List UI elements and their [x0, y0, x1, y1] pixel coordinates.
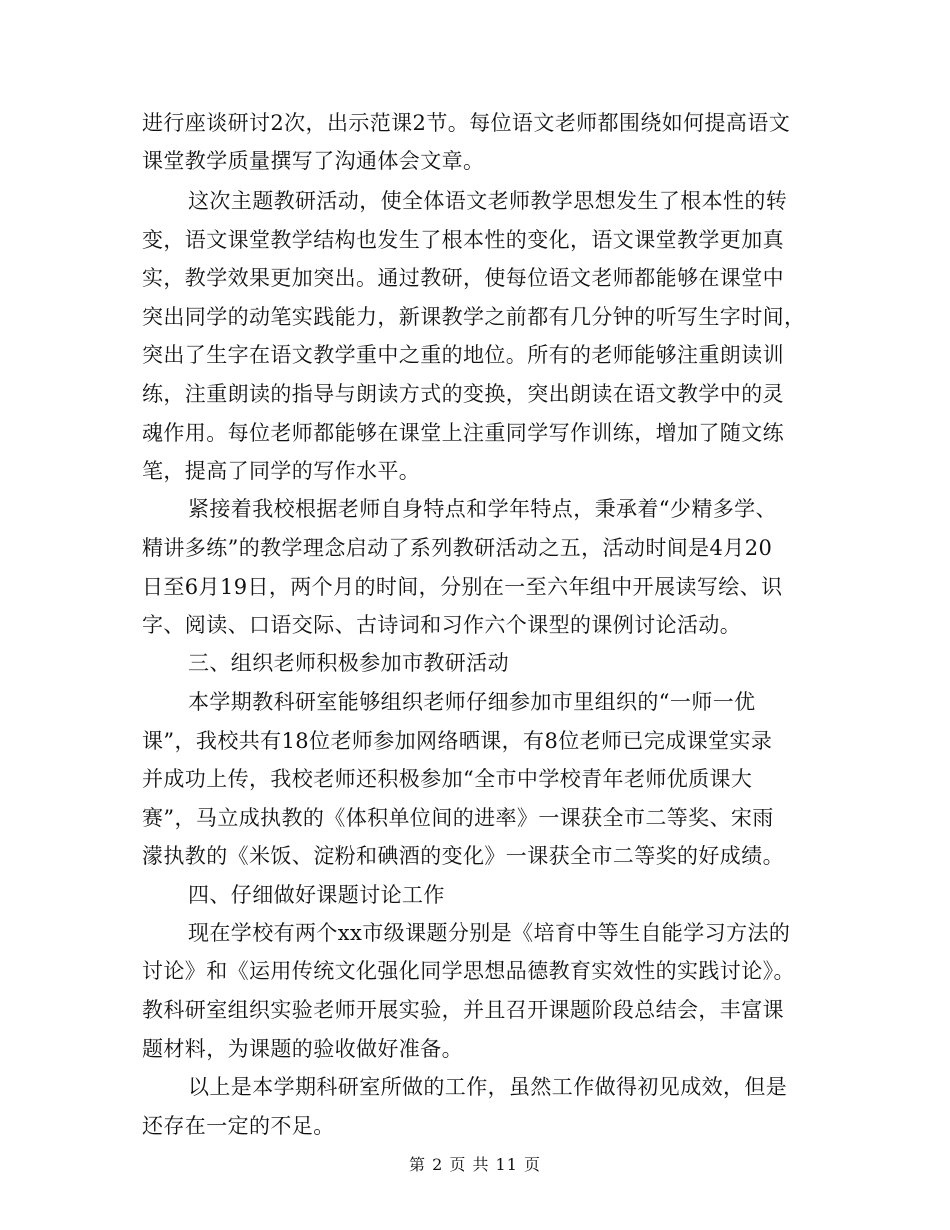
paragraph-start-line: 以上是本学期科研室所做的工作，虽然工作做得初见成效，但是 [188, 1075, 788, 1099]
body-text-line: 练，注重朗读的指导与朗读方式的变换，突出朗读在语文教学中的灵 [142, 382, 784, 406]
body-text-line: 笔，提高了同学的写作水平。 [142, 459, 421, 483]
body-text-line: 题材料，为课题的验收做好准备。 [142, 1037, 463, 1061]
body-text-line: 课”，我校共有18位老师参加网络晒课，有8位老师已完成课堂实录 [142, 729, 773, 753]
body-text-line: 赛”，马立成执教的《体积单位间的进率》一课获全市二等奖、宋雨 [142, 806, 774, 830]
body-text-line: 课堂教学质量撰写了沟通体会文章。 [142, 149, 485, 173]
section-heading: 三、组织老师积极参加市教研活动 [188, 651, 509, 675]
body-text-line: 字、阅读、口语交际、古诗词和习作六个课型的课例讨论活动。 [142, 613, 742, 637]
section-heading: 四、仔细做好课题讨论工作 [188, 883, 445, 907]
body-text-line: 精讲多练”的教学理念启动了系列教研活动之五，活动时间是4月20 [142, 536, 773, 560]
body-text-line: 突出同学的动笔实践能力，新课教学之前都有几分钟的听写生字时间， [142, 305, 806, 329]
body-text-line: 变，语文课堂教学结构也发生了根本性的变化，语文课堂教学更加真 [142, 228, 784, 252]
body-text-line: 还存在一定的不足。 [142, 1114, 335, 1138]
body-text-line: 进行座谈研讨2次，出示范课2节。每位语文老师都围绕如何提高语文 [142, 111, 791, 135]
body-text-line: 实，教学效果更加突出。通过教研，使每位语文老师都能够在课堂中 [142, 266, 784, 290]
body-text-line: 突出了生字在语文教学重中之重的地位。所有的老师能够注重朗读训 [142, 343, 784, 367]
paragraph-start-line: 紧接着我校根据老师自身特点和学年特点，秉承着“少精多学、 [188, 497, 777, 521]
body-text-line: 魂作用。每位老师都能够在课堂上注重同学写作训练，增加了随文练 [142, 421, 784, 445]
body-text-line: 讨论》和《运用传统文化强化同学思想品德教育实效性的实践讨论》。 [142, 959, 795, 983]
page-number-footer: 第 2 页 共 11 页 [409, 1155, 541, 1174]
body-text-line: 日至6月19日，两个月的时间，分别在一至六年组中开展读写绘、识 [142, 575, 783, 599]
paragraph-start-line: 现在学校有两个xx市级课题分别是《培育中等生自能学习方法的 [188, 921, 791, 945]
body-text-line: 教科研室组织实验老师开展实验，并且召开课题阶段总结会，丰富课 [142, 998, 784, 1022]
paragraph-start-line: 这次主题教研活动，使全体语文老师教学思想发生了根本性的转 [188, 189, 788, 213]
body-text-line: 濛执教的《米饭、淀粉和碘酒的变化》一课获全市二等奖的好成绩。 [142, 844, 784, 868]
paragraph-start-line: 本学期教科研室能够组织老师仔细参加市里组织的“一师一优 [188, 690, 756, 714]
body-text-line: 并成功上传，我校老师还积极参加“全市中学校青年老师优质课大 [142, 767, 753, 791]
